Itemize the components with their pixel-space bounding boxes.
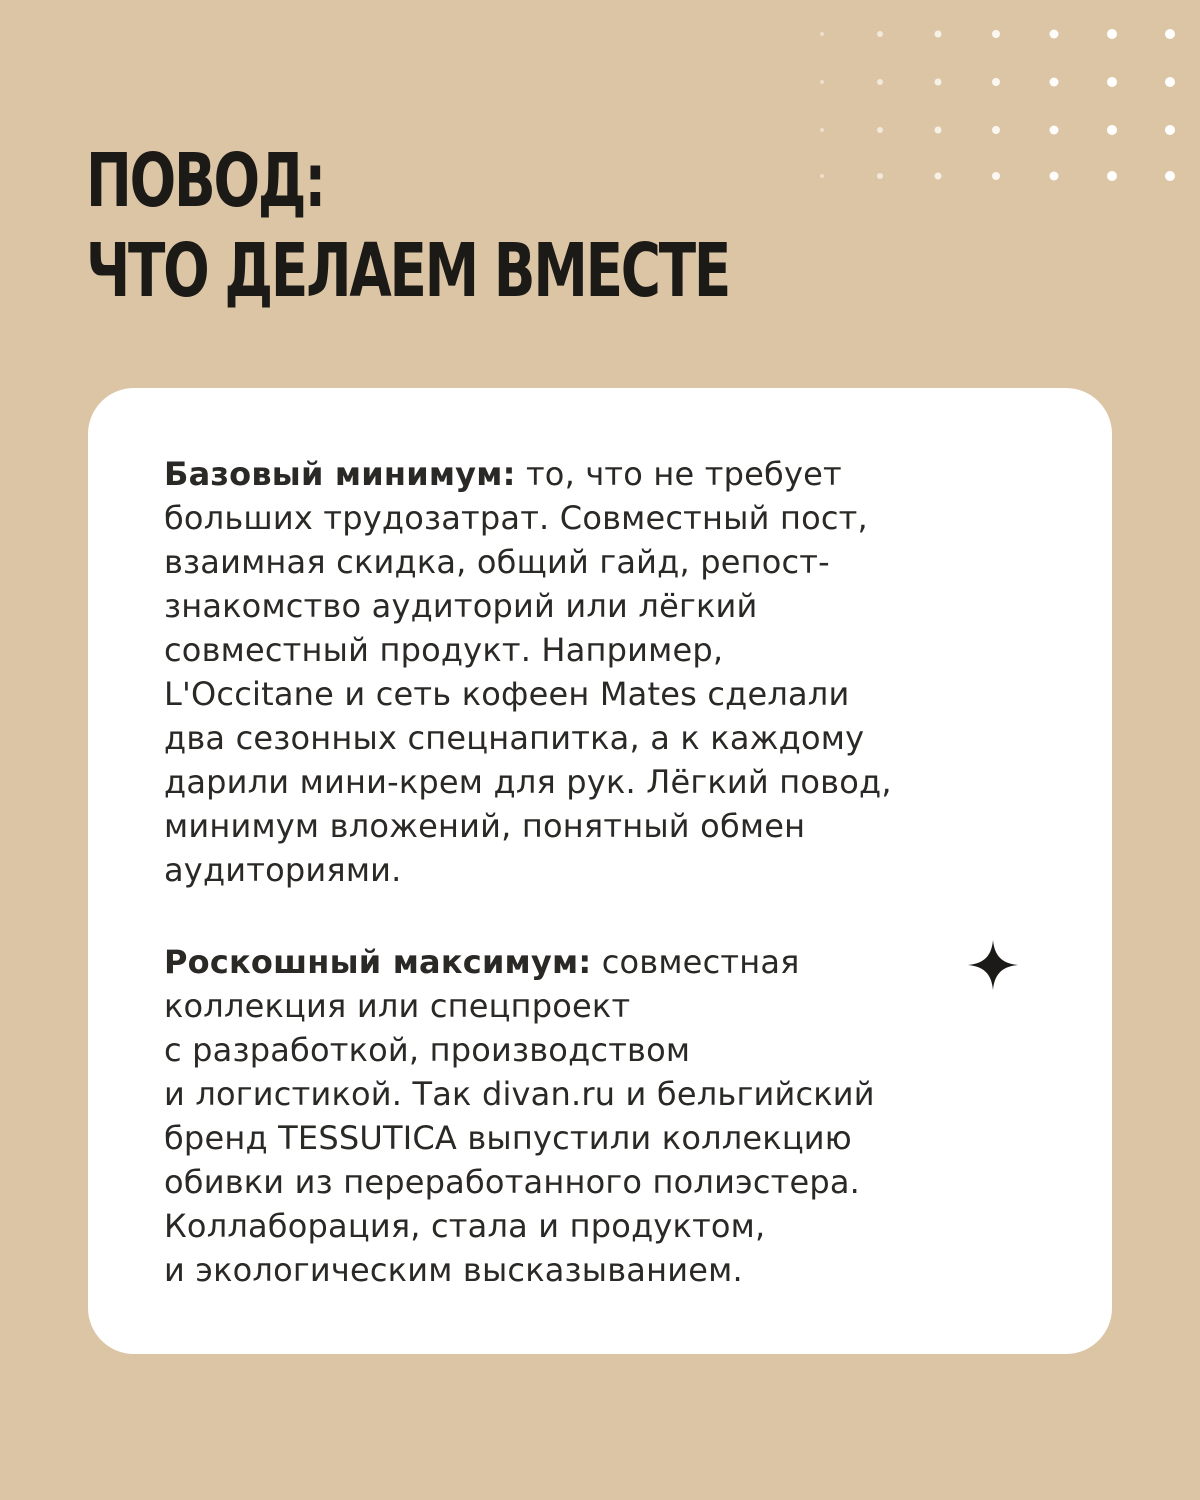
section-luxury-maximum-line-8: и экологическим высказыванием. xyxy=(164,1251,743,1289)
section-luxury-maximum-line-3: с разработкой, производством xyxy=(164,1031,691,1069)
section-basic-minimum-line-2: больших трудозатрат. Совместный пост, xyxy=(164,499,868,537)
title-line-1: ПОВОД: xyxy=(86,138,325,224)
section-luxury-maximum xyxy=(164,940,1044,1292)
section-luxury-maximum-line-2: коллекция или спецпроект xyxy=(164,987,631,1025)
section-basic-minimum-line-9: минимум вложений, понятный обмен xyxy=(164,807,806,845)
section-basic-minimum-line-7: два сезонных спецнапитка, а к каждому xyxy=(164,719,865,757)
section-basic-minimum-line-3: взаимная скидка, общий гайд, репост- xyxy=(164,543,830,581)
section-basic-minimum-line-8: дарили мини-крем для рук. Лёгкий повод, xyxy=(164,763,892,801)
section-basic-minimum-line-1-text: то, что не требует xyxy=(515,455,842,493)
section-basic-minimum-line-10: аудиториями. xyxy=(164,851,402,889)
section-basic-minimum-line-6: L'Occitane и сеть кофеен Mates сделали xyxy=(164,675,850,713)
section-basic-minimum-line-1 xyxy=(164,452,1044,496)
section-basic-minimum-lead: Базовый минимум: xyxy=(164,455,516,493)
section-basic-minimum-line-5: совместный продукт. Например, xyxy=(164,631,724,669)
content-card xyxy=(88,388,1112,1354)
section-luxury-maximum-line-1-text: совместная xyxy=(591,943,800,981)
section-luxury-maximum-text xyxy=(164,940,1044,1292)
section-luxury-maximum-line-6: обивки из переработанного полиэстера. xyxy=(164,1163,861,1201)
section-basic-minimum-line-4: знакомство аудиторий или лёгкий xyxy=(164,587,758,625)
section-luxury-maximum-line-7: Коллаборация, стала и продуктом, xyxy=(164,1207,766,1245)
title-line-2: ЧТО ДЕЛАЕМ ВМЕСТЕ xyxy=(86,228,730,314)
section-basic-minimum-text xyxy=(164,452,1044,892)
dot-grid-decoration xyxy=(812,24,1182,184)
section-luxury-maximum-line-4: и логистикой. Так divan.ru и бельгийский xyxy=(164,1075,875,1113)
section-luxury-maximum-line-5: бренд TESSUTICA выпустили коллекцию xyxy=(164,1119,852,1157)
section-luxury-maximum-line-1 xyxy=(164,940,1044,984)
page-title xyxy=(86,136,729,316)
sparkle-icon xyxy=(966,938,1020,992)
section-luxury-maximum-lead: Роскошный максимум: xyxy=(164,943,592,981)
section-basic-minimum xyxy=(164,452,1044,892)
